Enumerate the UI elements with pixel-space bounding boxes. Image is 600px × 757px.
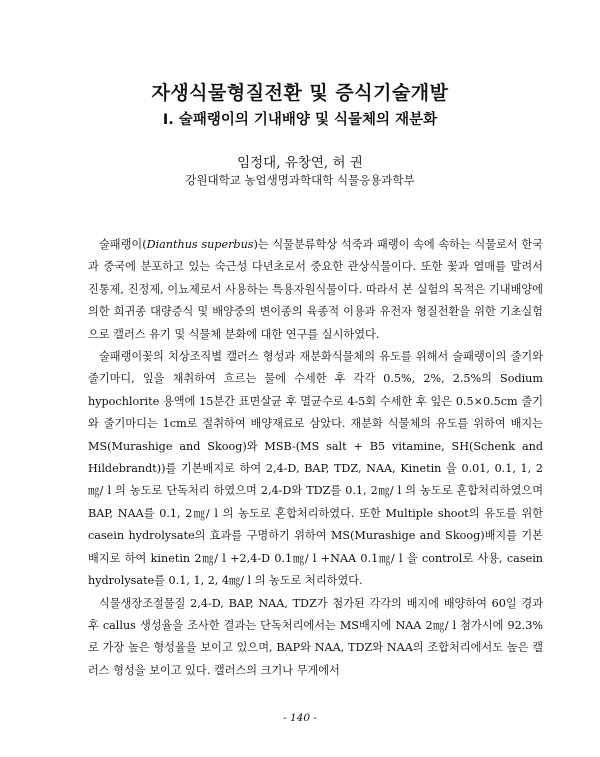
- paragraph-3: 식물생장조절물질 2,4-D, BAP, NAA, TDZ가 첨가된 각각의 배지에 배양하여 60일 경과 후 callus 생성율을 조사한 결과는 단독처리에서는 MS배지에 NAA 2㎎/ l 첨가시에 92.3%로 가장 높은 형성율을 보이고 있으며, BAP와 NAA, TDZ와 NAA의 조합처리에서도 높은 캘러스 형성을 보이고 있다. 캘러스의 크기나 무게에서: [88, 596, 543, 677]
- paper-subtitle: Ⅰ. 술패랭이의 기내배양 및 식물체의 재분화: [162, 112, 438, 128]
- species-latin-name: Dianthus superbus: [146, 238, 254, 251]
- paragraph-1-text: )는 식물분류학상 석죽과 패랭이 속에 속하는 식물로서 한국과 중국에 분포하고 있는 숙근성 다년초로서 중요한 관상식물이다. 또한 꽃과 열매를 말려서 진통제, 진정제, 이뇨제로서 사용하는 특용자원식물이다. 따라서 본 실험의 목적은 기내배양에 의한 희귀종 대량증식 및 배양중의 변이종의 육종적 이용과 유전자 형질전환을 위한 기초실험으로 캘러스 유기 및 식물체 분화에 대한 연구를 실시하였다.: [88, 238, 543, 341]
- body-text: [88, 234, 543, 682]
- paragraph-1-lead: 술패랭이(: [99, 238, 147, 251]
- paragraph-2: 술패랭이꽃의 치상조직별 캘러스 형성과 재분화식물체의 유도를 위해서 술패랭이의 줄기와 줄기마디, 잎을 채취하여 흐르는 물에 수세한 후 각각 0.5%, 2%, 2.5%의 Sodium hypochlorite 용액에 15분간 표면살균 후 멸균수로 4-5회 수세한 후 잎은 0.5×0.5cm 줄기와 줄기마디는 1cm로 절취하여 배양재료로 삼았다. 재분화 식물체의 유도를 위하여 배지는 MS(Murashige and Skoog)와 MSB-(MS salt + B5 vitamine, SH(Schenk and Hildebrandt))를 기본배지로 하여 2,4-D, BAP, TDZ, NAA, Kinetin 을 0.01, 0.1, 1, 2㎎/ l 의 농도로 단독처리 하였으며 2,4-D와 TDZ를 0.1, 2㎎/ l 의 농도로 혼합처리하였으며 BAP, NAA를 0.1, 2㎎/ l 의 농도로 혼합처리하였다. 또한 Multiple shoot의 유도를 위한 casein hydrolysate의 효과를 구명하기 위하여 MS(Murashige and Skoog)배지를 기본배지로 하여 kinetin 2㎎/ l +2,4-D 0.1㎎/ l +NAA 0.1㎎/ l 을 control로 사용, casein hydrolysate를 0.1, 1, 2, 4㎎/ l 의 농도로 처리하였다.: [88, 350, 543, 588]
- author-list: 임정대, 유창연, 허 권: [237, 155, 363, 171]
- paragraph-1: [88, 234, 543, 346]
- paper-title: 자생식물형질전환 및 증식기술개발: [151, 82, 449, 104]
- author-affiliation: 강원대학교 농업생명과학대학 식물응용과학부: [185, 173, 415, 187]
- page-number: - 140 -: [283, 712, 317, 724]
